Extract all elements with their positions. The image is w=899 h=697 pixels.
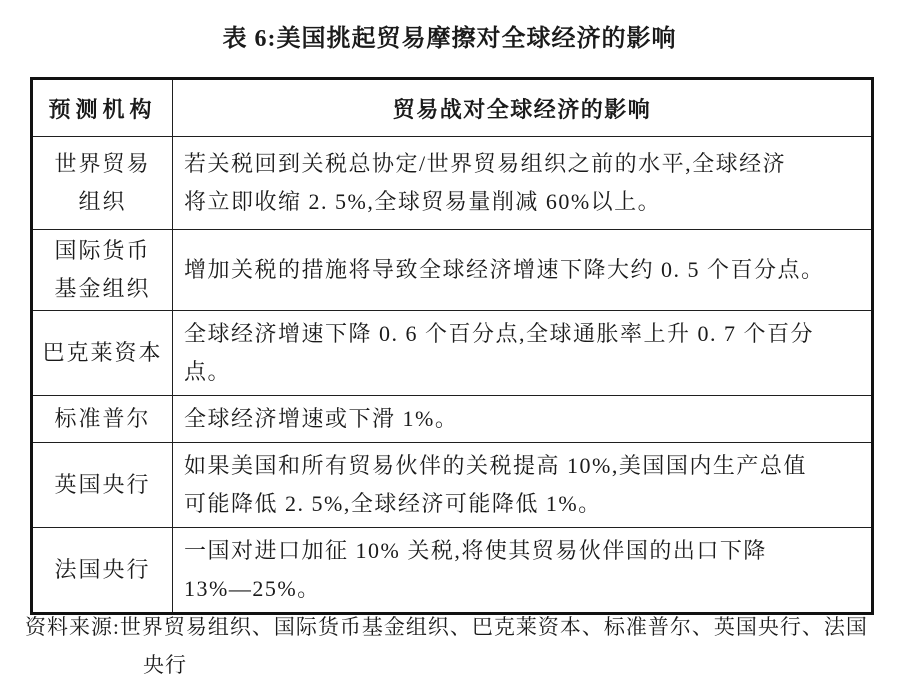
table-row [32, 137, 873, 230]
table-row [32, 396, 873, 443]
table-title: 表 6:美国挑起贸易摩擦对全球经济的影响 [222, 26, 677, 52]
table-header-row [32, 79, 873, 137]
header-impact-column: 贸易战对全球经济的影响 [173, 79, 873, 137]
header-org-column: 预测机构 [32, 79, 173, 137]
table-row [32, 311, 873, 396]
impact-cell-imf: 增加关税的措施将导致全球经济增速下降大约 0. 5 个百分点。 [173, 230, 873, 311]
impact-cell-wto: 若关税回到关税总协定/世界贸易组织之前的水平,全球经济 将立即收缩 2. 5%,全球贸易量削减 60%以上。 [173, 137, 873, 230]
org-cell-bof: 法国央行 [32, 528, 173, 614]
table-row [32, 443, 873, 528]
source-note: 资料来源:世界贸易组织、国际货币基金组织、巴克莱资本、标准普尔、英国央行、法国 央行 [25, 615, 868, 677]
org-cell-imf: 国际货币 基金组织 [32, 230, 173, 311]
impact-cell-boe: 如果美国和所有贸易伙伴的关税提高 10%,美国国内生产总值 可能降低 2. 5%,全球经济可能降低 1%。 [173, 443, 873, 528]
org-cell-sp: 标准普尔 [32, 396, 173, 443]
impact-cell-sp: 全球经济增速或下滑 1%。 [173, 396, 873, 443]
impact-cell-barclays: 全球经济增速下降 0. 6 个百分点,全球通胀率上升 0. 7 个百分 点。 [173, 311, 873, 396]
org-cell-boe: 英国央行 [32, 443, 173, 528]
impact-cell-bof: 一国对进口加征 10% 关税,将使其贸易伙伴国的出口下降 13%—25%。 [173, 528, 873, 614]
impact-table [30, 77, 874, 615]
org-cell-wto: 世界贸易 组织 [32, 137, 173, 230]
table-row [32, 230, 873, 311]
table-row [32, 528, 873, 614]
org-cell-barclays: 巴克莱资本 [32, 311, 173, 396]
